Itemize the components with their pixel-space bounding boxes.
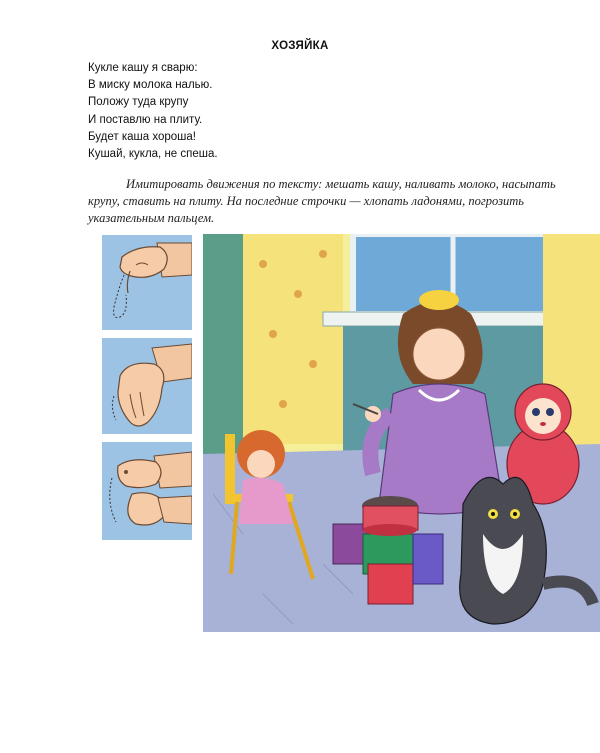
hand-gesture-sprinkle-illustration [102, 442, 192, 540]
instruction-paragraph [88, 176, 572, 227]
poem [88, 60, 218, 163]
poem-line: Кукле кашу я сварю: [88, 62, 198, 74]
hand-stir-icon [102, 235, 192, 330]
kitchen-scene-icon [203, 234, 600, 632]
poem-line: В миску молока налью. [88, 79, 213, 92]
hand-sprinkle-icon [102, 442, 192, 540]
poem-line: И поставлю на плиту. [88, 113, 203, 126]
poem-line: Положу туда крупу [88, 96, 189, 109]
instruction-text: Имитировать движения по тексту: мешать кашу, наливать молоко, насыпать крупу, ставить на плиту. На последние строчки — хлопать ладонями, погрозить указательным пальцем. [88, 177, 556, 225]
girl-feeding-doll-illustration [203, 234, 600, 632]
hand-gesture-pour-illustration [102, 338, 192, 434]
poem-line: Кушай, кукла, не спеша. [88, 148, 218, 161]
page-title: ХОЗЯЙКА [271, 40, 329, 52]
hand-pour-icon [102, 338, 192, 434]
poem-line: Будет каша хороша! [88, 130, 196, 143]
hand-gesture-stir-illustration [102, 235, 192, 330]
